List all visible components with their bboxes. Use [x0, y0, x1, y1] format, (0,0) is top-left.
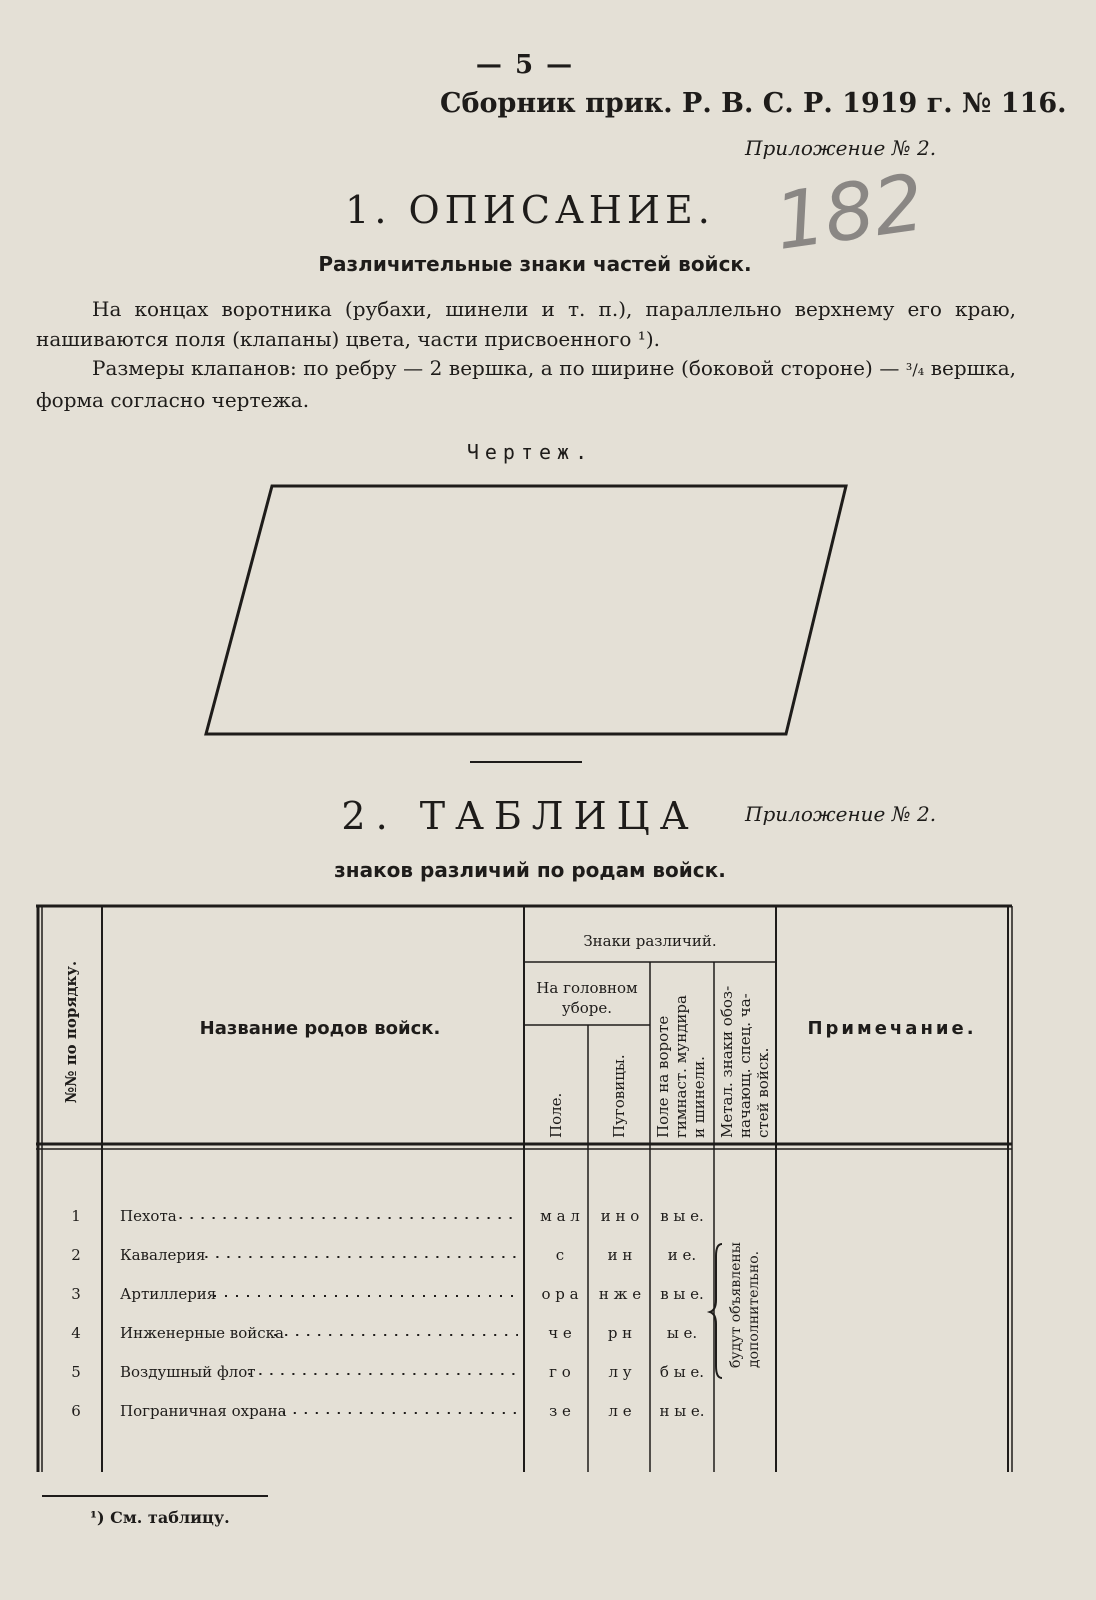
header-metal-2: начающ. спец. ча- [736, 993, 754, 1138]
row-collar-color: б ы е. [659, 1363, 705, 1381]
row-name: Инженерные войска [120, 1324, 285, 1342]
row-buttons-color: и н о [600, 1207, 640, 1225]
row-collar-color: в ы е. [660, 1285, 704, 1303]
row-num: 3 [71, 1285, 81, 1303]
row-field-color: м а л [540, 1207, 580, 1225]
section1-title: 1. ОПИСАНИЕ. [345, 188, 715, 232]
pencil-mark: 182 [769, 158, 930, 268]
section2-subtitle: знаков различий по родам войск. [334, 858, 726, 882]
row-collar-color: н ы е. [659, 1402, 705, 1420]
header-name: Название родов войск. [199, 1018, 441, 1039]
table-rows [71, 1207, 704, 1420]
row-field-color: с [555, 1246, 565, 1264]
row-name: Кавалерия [120, 1246, 206, 1264]
section1-subtitle: Различительные знаки частей войск. [318, 252, 752, 276]
header-metal-3: стей войск. [754, 1047, 772, 1138]
row-field-color: г о [549, 1363, 571, 1381]
row-buttons-color: и н [607, 1246, 633, 1264]
page-number: — 5 — [475, 50, 575, 80]
header-collar-2: гимнаст. мундира [672, 995, 690, 1138]
header-buttons: Пуговицы. [610, 1054, 628, 1138]
row-collar-color: ы е. [666, 1324, 698, 1342]
row-name: Воздушный флот [120, 1363, 256, 1381]
header-collar-3: и шинели. [690, 1056, 708, 1138]
header-metal-1: Метал. знаки обоз- [718, 985, 736, 1138]
row-buttons-color: р н [607, 1324, 633, 1342]
section2-title: 2. ТАБЛИЦА [341, 794, 699, 838]
row-field-color: з е [549, 1402, 571, 1420]
row-buttons-color: н ж е [598, 1285, 642, 1303]
collar-tab-drawing [206, 486, 846, 734]
metal-note-1: будут объявлены [728, 1242, 744, 1368]
header-headgear-2: уборе. [561, 999, 613, 1017]
row-num: 4 [71, 1324, 81, 1342]
paragraph-2-end: вершка, форма согласно чертежа. [36, 356, 1016, 412]
row-field-color: о р а [541, 1285, 579, 1303]
row-field-color: ч е [548, 1324, 572, 1342]
header-num: №№ по порядку. [62, 960, 80, 1104]
fraction: ³/₄ [905, 360, 925, 379]
header-signs: Знаки различий. [583, 932, 717, 950]
collection-title: Сборник прик. Р. В. С. Р. 1919 г. № 116. [440, 88, 1067, 119]
header-collar-1: Поле на вороте [654, 1015, 672, 1138]
appendix-label: Приложение № 2. [745, 136, 937, 160]
row-buttons-color: л у [608, 1363, 632, 1381]
header-field: Поле. [547, 1092, 565, 1138]
header-headgear-1: На головном [536, 979, 638, 997]
table-frame [36, 906, 1012, 1472]
paragraph-2-text: Размеры клапанов: по ребру — 2 вершка, а по ширине (боковой стороне) — [92, 356, 900, 380]
appendix-label-2: Приложение № 2. [745, 802, 937, 826]
metal-note-2: дополнительно. [746, 1250, 762, 1368]
row-collar-color: и е. [667, 1246, 697, 1264]
header-note: Примечание. [807, 1018, 977, 1039]
row-num: 6 [71, 1402, 81, 1420]
row-name: Пехота [120, 1207, 177, 1225]
drawing-label: Чертеж. [466, 440, 594, 464]
row-num: 1 [71, 1207, 81, 1225]
paragraph-1-text: На концах воротника (рубахи, шинели и т. п.), параллельно верхнему его краю, нашиваются поля (клапаны) цвета, части присвоенного ¹). [36, 297, 1016, 351]
row-buttons-color: л е [608, 1402, 632, 1420]
row-name: Пограничная охрана [120, 1402, 287, 1420]
row-num: 2 [71, 1246, 81, 1264]
row-name: Артиллерия [120, 1285, 217, 1303]
row-num: 5 [71, 1363, 81, 1381]
row-collar-color: в ы е. [660, 1207, 704, 1225]
footnote: ¹) См. таблицу. [90, 1508, 230, 1527]
